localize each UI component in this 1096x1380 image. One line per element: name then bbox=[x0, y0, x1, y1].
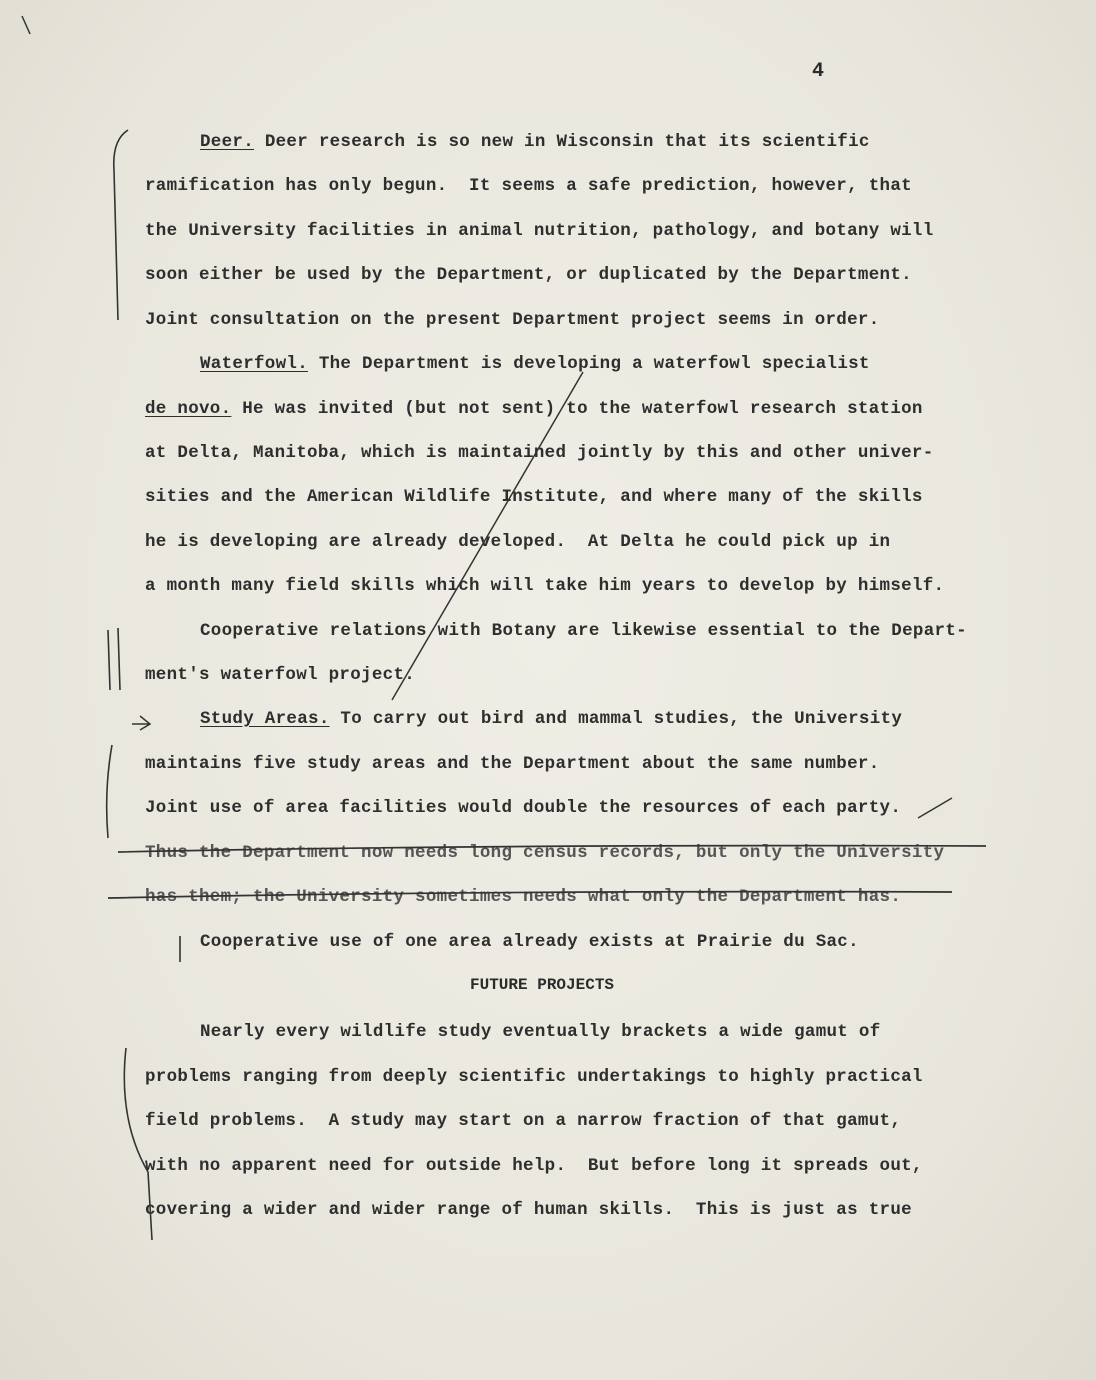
future-line-3: field problems. A study may start on a narrow fraction of that gamut, bbox=[145, 1111, 902, 1131]
deer-bracket bbox=[114, 130, 128, 320]
struck-line-1: Thus the Department now needs long census records, but only the University bbox=[145, 843, 945, 863]
study-areas-line-2: maintains five study areas and the Department about the same number. bbox=[145, 754, 880, 774]
study-areas-line-3: Joint use of area facilities would double the resources of each party. bbox=[145, 798, 902, 818]
corner-tick-mark bbox=[22, 16, 30, 34]
waterfowl-double-bracket-right bbox=[118, 628, 120, 690]
future-line-2: problems ranging from deeply scientific undertakings to highly practical bbox=[145, 1067, 923, 1087]
strike-line-2 bbox=[108, 892, 952, 898]
waterfowl-line-3: at Delta, Manitoba, which is maintained jointly by this and other univer- bbox=[145, 443, 934, 463]
waterfowl-double-bracket-left bbox=[108, 630, 110, 690]
waterfowl-coop-line-2: ment's waterfowl project. bbox=[145, 665, 416, 685]
arrow-mark bbox=[132, 716, 150, 730]
waterfowl-line-5: he is developing are already developed. At Delta he could pick up in bbox=[145, 532, 891, 552]
future-line-5: covering a wider and wider range of human skills. This is just as true bbox=[145, 1200, 912, 1220]
waterfowl-diagonal-slash bbox=[392, 372, 583, 700]
future-bracket bbox=[124, 1048, 152, 1240]
strike-line-1 bbox=[118, 846, 986, 852]
future-projects-heading: FUTURE PROJECTS bbox=[470, 976, 615, 994]
deer-line-1-text: Deer research is so new in Wisconsin that its scientific bbox=[254, 132, 870, 152]
waterfowl-line-6: a month many field skills which will take him years to develop by himself. bbox=[145, 576, 945, 596]
future-line-1: Nearly every wildlife study eventually brackets a wide gamut of bbox=[200, 1022, 881, 1042]
study-areas-title: Study Areas. bbox=[200, 709, 330, 729]
waterfowl-title: Waterfowl. bbox=[200, 354, 309, 374]
deer-title: Deer. bbox=[200, 132, 255, 152]
study-areas-final-line: Cooperative use of one area already exists at Prairie du Sac. bbox=[200, 932, 859, 952]
study-areas-bracket bbox=[107, 745, 112, 838]
page-number: 4 bbox=[812, 60, 825, 83]
future-line-4: with no apparent need for outside help. But before long it spreads out, bbox=[145, 1156, 923, 1176]
waterfowl-coop-line-1: Cooperative relations with Botany are likewise essential to the Depart- bbox=[200, 621, 967, 641]
waterfowl-line-4: sities and the American Wildlife Institute, and where many of the skills bbox=[145, 487, 923, 507]
deer-line-3: the University facilities in animal nutrition, pathology, and botany will bbox=[145, 221, 934, 241]
deer-line-4: soon either be used by the Department, or duplicated by the Department. bbox=[145, 265, 912, 285]
deer-line-5: Joint consultation on the present Department project seems in order. bbox=[145, 310, 880, 330]
deer-line-2: ramification has only begun. It seems a safe prediction, however, that bbox=[145, 176, 912, 196]
waterfowl-line-2-text: He was invited (but not sent) to the waterfowl research station bbox=[231, 399, 923, 419]
waterfowl-line-1-text: The Department is developing a waterfowl specialist bbox=[308, 354, 870, 374]
party-slash bbox=[918, 798, 952, 818]
study-areas-line-1-text: To carry out bird and mammal studies, the University bbox=[329, 709, 903, 729]
struck-line-2: has them; the University sometimes needs what only the Department has. bbox=[145, 887, 902, 907]
de-novo-text: de novo. bbox=[145, 399, 232, 419]
